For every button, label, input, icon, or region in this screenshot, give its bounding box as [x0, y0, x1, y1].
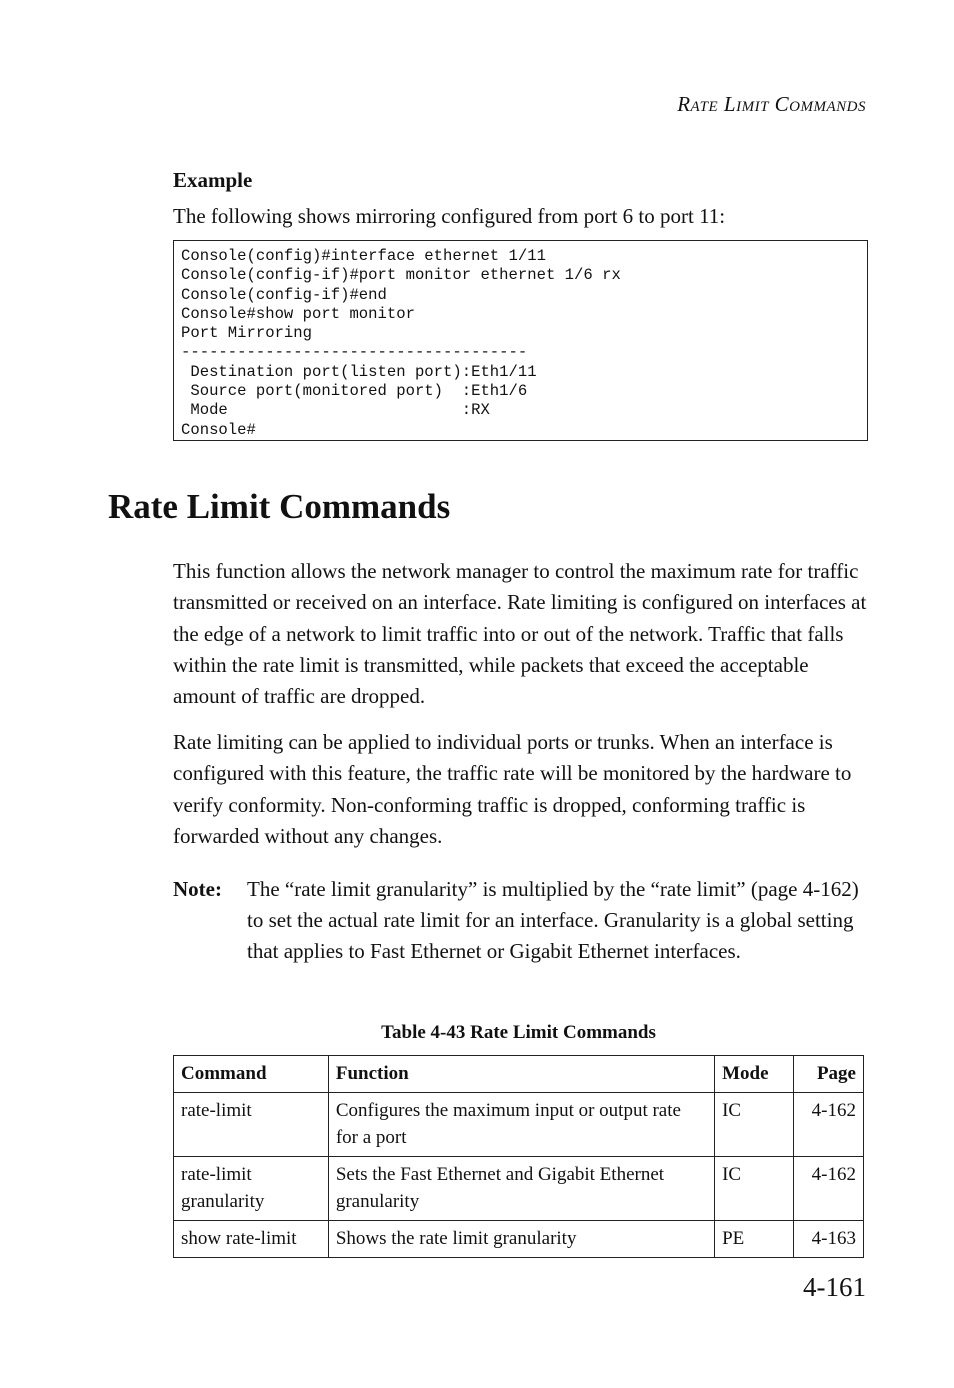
code-line: Console#	[181, 420, 256, 439]
note-block	[173, 874, 868, 967]
cell-function: Shows the rate limit granularity	[328, 1221, 714, 1258]
table-row	[174, 1221, 864, 1258]
code-line: Mode :RX	[181, 401, 490, 420]
cell-mode: PE	[715, 1221, 794, 1258]
cell-mode: IC	[715, 1093, 794, 1157]
code-line: Console(config-if)#port monitor ethernet 1/6 rx	[181, 266, 621, 285]
code-line: Source port(monitored port) :Eth1/6	[181, 382, 528, 401]
example-intro: The following shows mirroring configured from port 6 to port 11:	[173, 204, 726, 228]
cell-command: rate-limit	[174, 1093, 329, 1157]
table-header-row	[174, 1056, 864, 1093]
code-line: Console#show port monitor	[181, 304, 415, 323]
note-label: Note:	[173, 877, 222, 901]
header-page: Page	[794, 1056, 864, 1093]
rate-limit-commands-table	[173, 1055, 864, 1258]
code-line: Port Mirroring	[181, 324, 313, 343]
code-line: Console(config)#interface ethernet 1/11	[181, 247, 546, 265]
code-example-box	[173, 240, 868, 441]
body-paragraph-2: Rate limiting can be applied to individual ports or trunks. When an interface is configured with this feature, the traffic rate will be monitored by the hardware to verify conformity. Non-conforming traffic is dropped, conforming traffic is forwarded without any changes.	[173, 730, 852, 848]
table-caption: Table 4-43 Rate Limit Commands	[381, 1022, 656, 1043]
code-line: Destination port(listen port):Eth1/11	[181, 362, 537, 381]
section-title: Rate Limit Commands	[108, 487, 451, 526]
header-function: Function	[328, 1056, 714, 1093]
cell-function: Configures the maximum input or output rate for a port	[328, 1093, 714, 1157]
running-header: Rate Limit Commands	[677, 92, 866, 116]
body-paragraph-1: This function allows the network manager to control the maximum rate for traffic transmitted or received on an interface. Rate limiting is configured on interfaces at the edge of a network to limit traffic into or out of the network. Traffic that falls within the rate limit is transmitted, while packets that exceed the acceptable amount of traffic are dropped.	[173, 559, 867, 709]
example-heading: Example	[173, 168, 253, 192]
note-text: The “rate limit granularity” is multiplied by the “rate limit” (page 4-162) to set the actual rate limit for an interface. Granularity is a global setting that applies to Fast Ethernet or Gigabit Ethernet interfaces.	[247, 877, 859, 963]
cell-page: 4-162	[794, 1157, 864, 1221]
cell-page: 4-162	[794, 1093, 864, 1157]
code-line: -------------------------------------	[181, 343, 528, 362]
cell-function: Sets the Fast Ethernet and Gigabit Ethernet granularity	[328, 1157, 714, 1221]
cell-mode: IC	[715, 1157, 794, 1221]
cell-page: 4-163	[794, 1221, 864, 1258]
cell-command: rate-limit granularity	[174, 1157, 329, 1221]
code-line: Console(config-if)#end	[181, 285, 387, 304]
table-row	[174, 1157, 864, 1221]
cell-command: show rate-limit	[174, 1221, 329, 1258]
header-mode: Mode	[715, 1056, 794, 1093]
header-command: Command	[174, 1056, 329, 1093]
page-number: 4-161	[803, 1272, 866, 1302]
table-row	[174, 1093, 864, 1157]
